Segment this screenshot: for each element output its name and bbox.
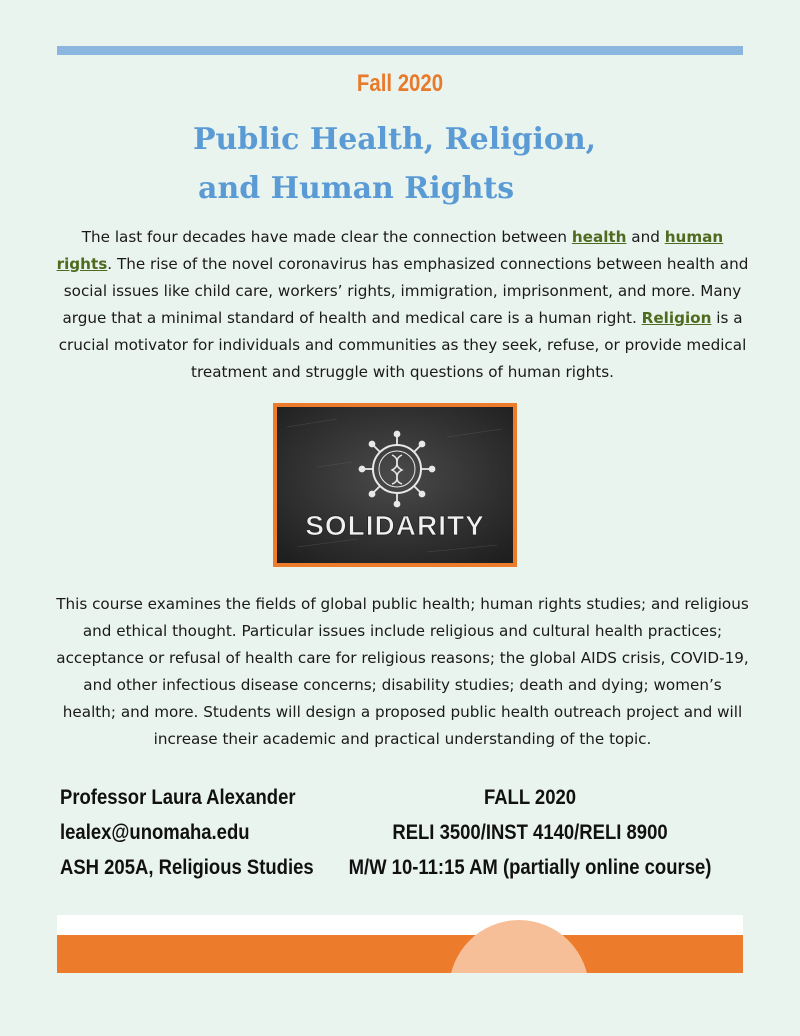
footer-decoration	[57, 915, 743, 973]
intro-text-3: . The rise of the novel coronavirus has emphasized connections between health and social issues like child care, workers’ rights, immigration, imprisonment, and more. Many argue that a minimal standard of health and medical care is a human right.	[62, 255, 749, 327]
health-link[interactable]: health	[571, 228, 627, 246]
instructor-info	[60, 780, 314, 885]
intro-text-1: The last four decades have made clear the connection between	[81, 228, 572, 246]
course-schedule: M/W 10-11:15 AM (partially online course)	[348, 856, 712, 879]
solidarity-word: SOLIDARITY	[305, 510, 485, 541]
religion-link[interactable]: Religion	[641, 309, 712, 327]
top-accent-bar	[57, 46, 743, 55]
course-info	[328, 780, 733, 885]
intro-text-4: is a crucial motivator for individuals and communities as they seek, refuse, or provide medical treatment and struggle with questions of human rights.	[58, 309, 747, 381]
solidarity-image	[273, 403, 517, 567]
course-numbers: RELI 3500/INST 4140/RELI 8900	[392, 821, 668, 844]
instructor-name: Professor Laura Alexander	[60, 786, 296, 809]
course-description: This course examines the fields of global public health; human rights studies; and religious and ethical thought. Particular issues include religious and cultural health practices; acceptance or refusal of health care for religious reasons; the global AIDS crisis, COVID-19, and other infectious disease concerns; disability studies; death and dying; women’s health; and more. Students will design a proposed public health outreach project and will increase their academic and practical understanding of the topic.	[56, 595, 749, 748]
course-title-line-1: Public Health, Religion,	[193, 122, 597, 157]
instructor-email[interactable]: lealex@unomaha.edu	[60, 821, 250, 844]
intro-paragraph	[55, 224, 750, 386]
instructor-office: ASH 205A, Religious Studies	[60, 856, 314, 879]
chalkboard-illustration	[277, 407, 513, 563]
intro-text-2: and	[626, 228, 665, 246]
human-rights-link[interactable]: human rights	[56, 228, 724, 273]
course-term: FALL 2020	[483, 786, 577, 809]
term-heading: Fall 2020	[356, 70, 444, 97]
course-title-line-2: and Human Rights	[198, 171, 515, 206]
